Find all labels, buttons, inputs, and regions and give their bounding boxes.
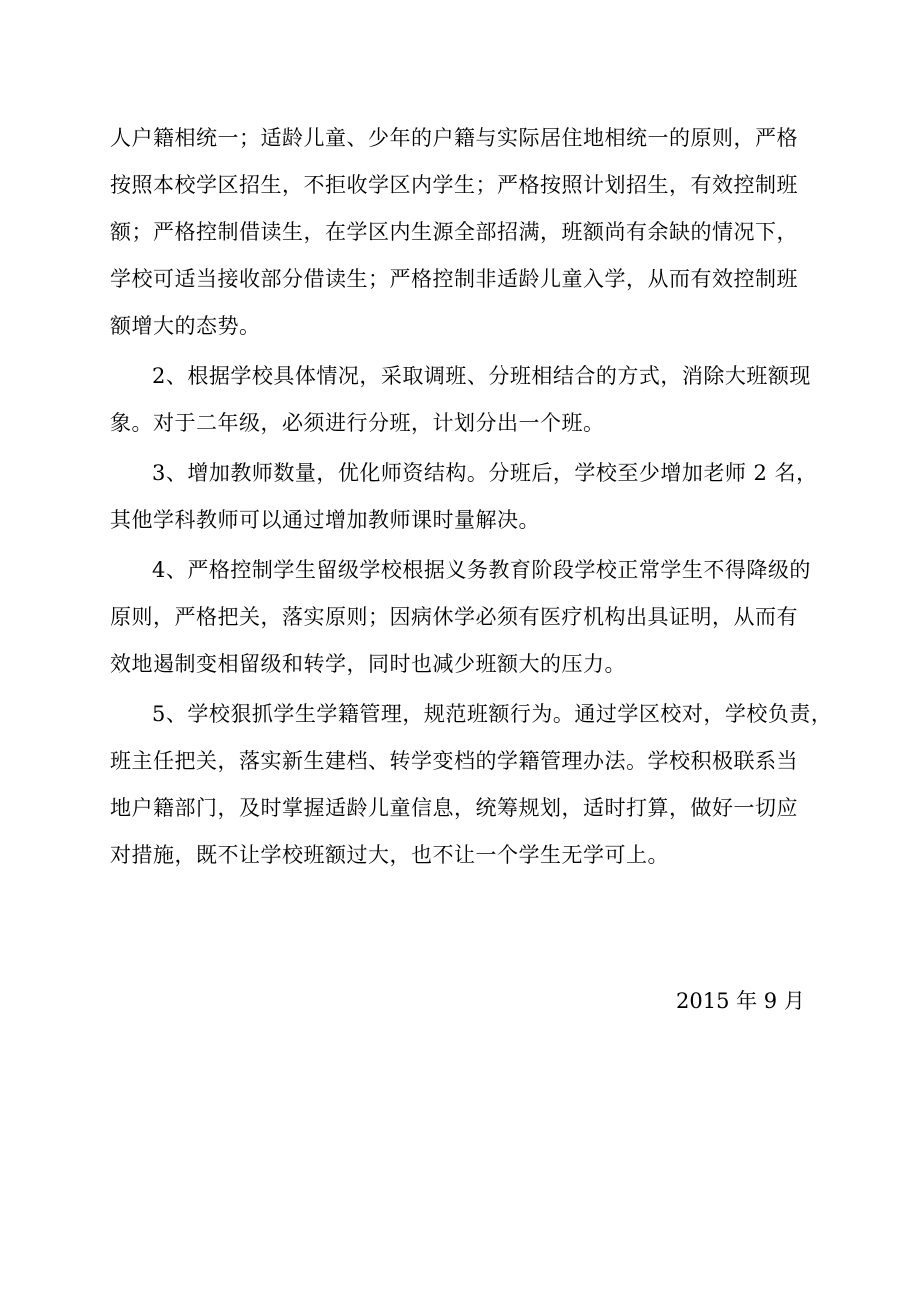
paragraph-5-line-2: 班主任把关，落实新生建档、转学变档的学籍管理办法。学校积极联系当 [110,749,798,773]
paragraph-1-line-5: 额增大的态势。 [110,314,261,338]
paragraph-1-line-2: 按照本校学区招生，不拒收学区内学生；严格按照计划招生，有效控制班 [110,173,798,197]
paragraph-4-line-3: 效地遏制变相留级和转学，同时也减少班额大的压力。 [110,652,626,676]
paragraph-4-line-2: 原则，严格把关，落实原则；因病休学必须有医疗机构出具证明，从而有 [110,605,798,629]
paragraph-3-line-2: 其他学科教师可以通过增加教师课时量解决。 [110,508,540,532]
paragraph-2-line-1: 2、根据学校具体情况，采取调班、分班相结合的方式，消除大班额现 [152,364,811,388]
paragraph-4-line-1: 4、严格控制学生留级学校根据义务教育阶段学校正常学生不得降级的 [152,558,811,582]
paragraph-2-line-2: 象。对于二年级，必须进行分班，计划分出一个班。 [110,411,605,435]
paragraph-1-line-3: 额；严格控制借读生，在学区内生源全部招满，班额尚有余缺的情况下， [110,220,798,244]
paragraph-3-line-1: 3、增加教师数量，优化师资结构。分班后，学校至少增加老师 2 名， [152,461,818,485]
paragraph-5-line-4: 对措施，既不让学校班额过大，也不让一个学生无学可上。 [110,843,669,867]
paragraph-5-line-1: 5、学校狠抓学生学籍管理，规范班额行为。通过学区校对，学校负责， [152,702,833,726]
paragraph-5-line-3: 地户籍部门，及时掌握适龄儿童信息，统筹规划，适时打算，做好一切应 [110,796,798,820]
paragraph-1-line-1: 人户籍相统一；适龄儿童、少年的户籍与实际居住地相统一的原则，严格 [110,126,798,150]
paragraph-1-line-4: 学校可适当接收部分借读生；严格控制非适龄儿童入学，从而有效控制班 [110,267,798,291]
document-date: 2015 年 9 月 [676,989,805,1013]
